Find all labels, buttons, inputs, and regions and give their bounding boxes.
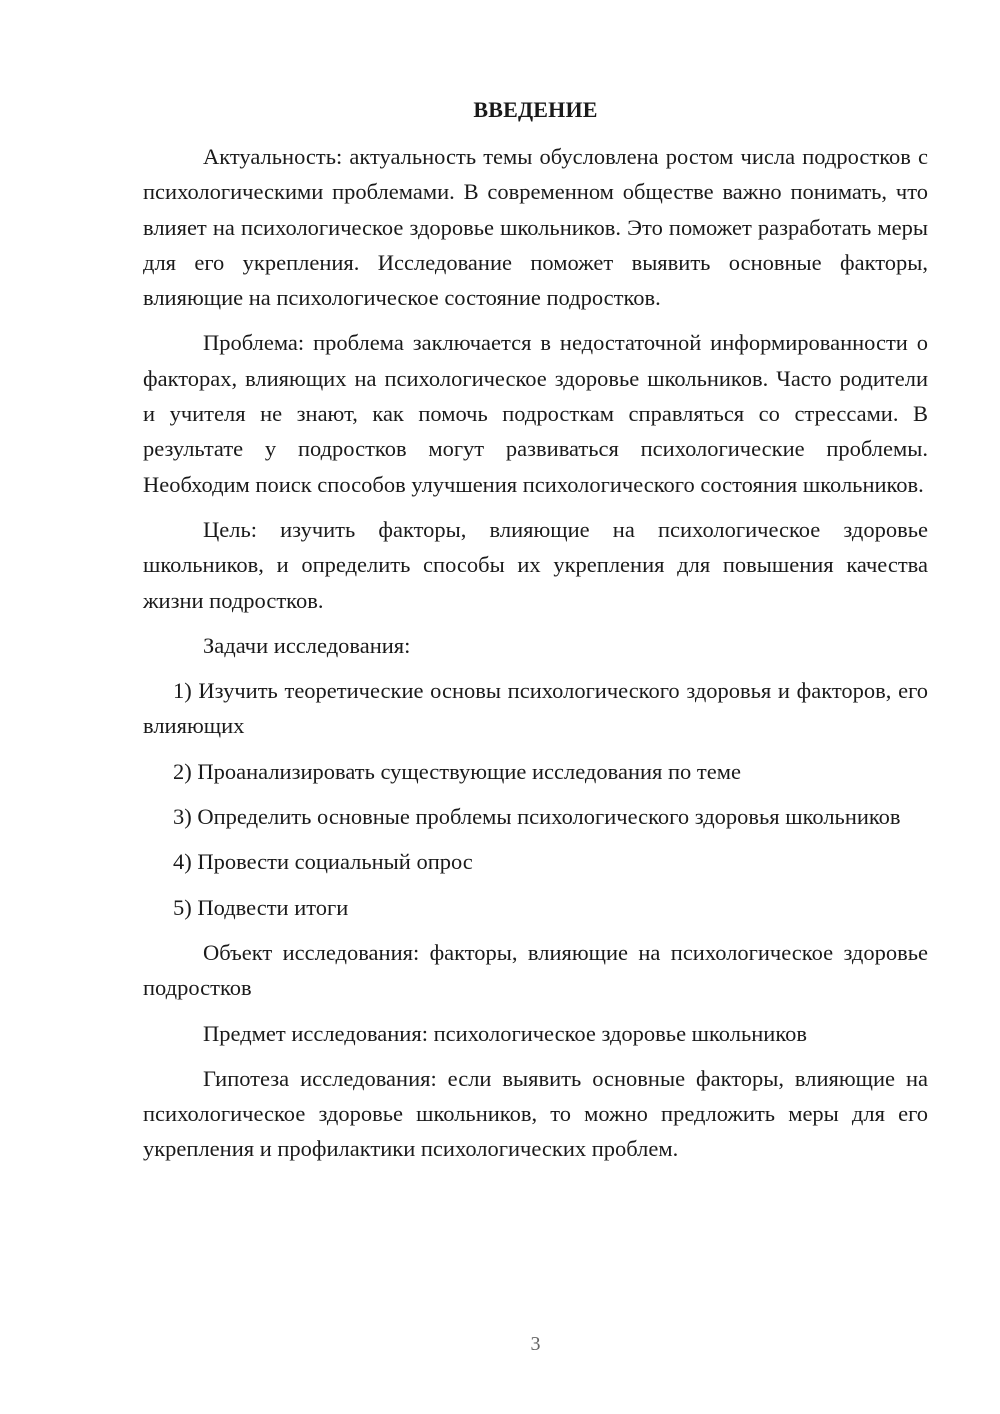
goal-paragraph: Цель: изучить факторы, влияющие на психологическое здоровье школьников, и определить способы их укрепления для повышения качества жизни подростков. <box>143 516 928 613</box>
task-item-4: 4) Провести социальный опрос <box>173 849 473 875</box>
relevance-paragraph: Актуальность: актуальность темы обусловлена ростом числа подростков с психологическими проблемами. В современном обществе важно понимать, что влияет на психологическое здоровье школьников. Это поможет разработать меры для его укрепления. Исследование поможет выявить основные факторы, влияющие на психологическое состояние подростков. <box>143 144 928 311</box>
document-page <box>143 95 928 1177</box>
task-item-5: 5) Подвести итоги <box>173 894 349 920</box>
object-paragraph: Объект исследования: факторы, влияющие на психологическое здоровье подростков <box>143 939 928 1001</box>
tasks-heading: Задачи исследования: <box>203 632 411 658</box>
problem-paragraph: Проблема: проблема заключается в недостаточной информированности о факторах, влияющих на психологическое здоровье школьников. Часто родители и учителя не знают, как помочь подросткам справляться со стрессами. В результате у подростков могут развиваться психологические проблемы. Необходим поиск способов улучшения психологического состояния школьников. <box>143 330 928 497</box>
page-number: 3 <box>530 1333 541 1355</box>
task-item-3: 3) Определить основные проблемы психологического здоровья школьников <box>173 804 901 830</box>
subject-paragraph: Предмет исследования: психологическое здоровье школьников <box>203 1020 807 1046</box>
hypothesis-paragraph: Гипотеза исследования: если выявить основные факторы, влияющие на психологическое здоровье школьников, то можно предложить меры для его укрепления и профилактики психологических проблем. <box>143 1065 928 1162</box>
task-item-1: 1) Изучить теоретические основы психологического здоровья и факторов, его влияющих <box>143 678 928 739</box>
page-title: ВВЕДЕНИЕ <box>473 97 598 122</box>
task-item-2: 2) Проанализировать существующие исследования по теме <box>173 758 741 784</box>
